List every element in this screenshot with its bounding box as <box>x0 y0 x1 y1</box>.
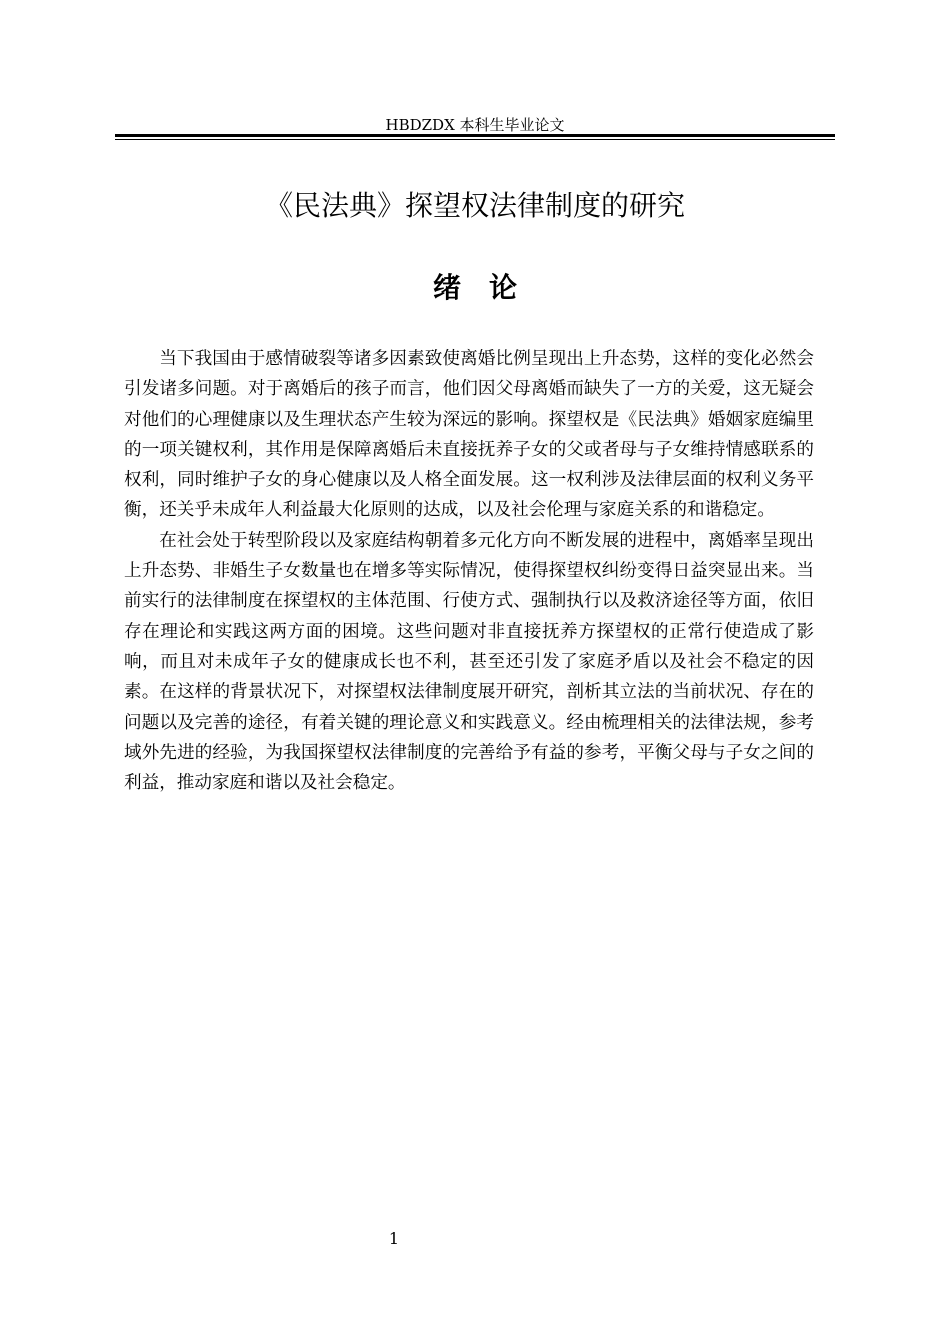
running-header: HBDZDX 本科生毕业论文 <box>385 116 565 134</box>
paragraph-2: 在社会处于转型阶段以及家庭结构朝着多元化方向不断发展的进程中，离婚率呈现出上升态势、非婚生子女数量也在增多等实际情况，使得探望权纠纷变得日益突显出来。当前实行的法律制度在探望权的主体范围、行使方式、强制执行以及救济途径等方面，依旧存在理论和实践这两方面的困境。这些问题对非直接抚养方探望权的正常行使造成了影响，而且对未成年子女的健康成长也不利，甚至还引发了家庭矛盾以及社会不稳定的因素。在这样的背景状况下，对探望权法律制度展开研究，剖析其立法的当前状况、存在的问题以及完善的途径，有着关键的理论意义和实践意义。经由梳理相关的法律法规，参考域外先进的经验，为我国探望权法律制度的完善给予有益的参考，平衡父母与子女之间的利益，推动家庭和谐以及社会稳定。 <box>124 530 814 794</box>
page-number: 1 <box>388 1229 400 1248</box>
section-heading: 绪 论 <box>432 271 517 304</box>
paragraph-1: 当下我国由于感情破裂等诸多因素致使离婚比例呈现出上升态势，这样的变化必然会引发诸多问题。对于离婚后的孩子而言，他们因父母离婚而缺失了一方的关爱，这无疑会对他们的心理健康以及生理状态产生较为深远的影响。探望权是《民法典》婚姻家庭编里的一项关键权利，其作用是保障离婚后未直接抚养子女的父或者母与子女维持情感联系的权利，同时维护子女的身心健康以及人格全面发展。这一权利涉及法律层面的权利义务平衡，还关乎未成年人利益最大化原则的达成，以及社会伦理与家庭关系的和谐稳定。 <box>124 349 814 521</box>
header-rule-thick <box>115 134 835 137</box>
header-rule-thin <box>115 139 835 140</box>
document-title: 《民法典》探望权法律制度的研究 <box>264 189 685 222</box>
body-text <box>124 344 814 798</box>
